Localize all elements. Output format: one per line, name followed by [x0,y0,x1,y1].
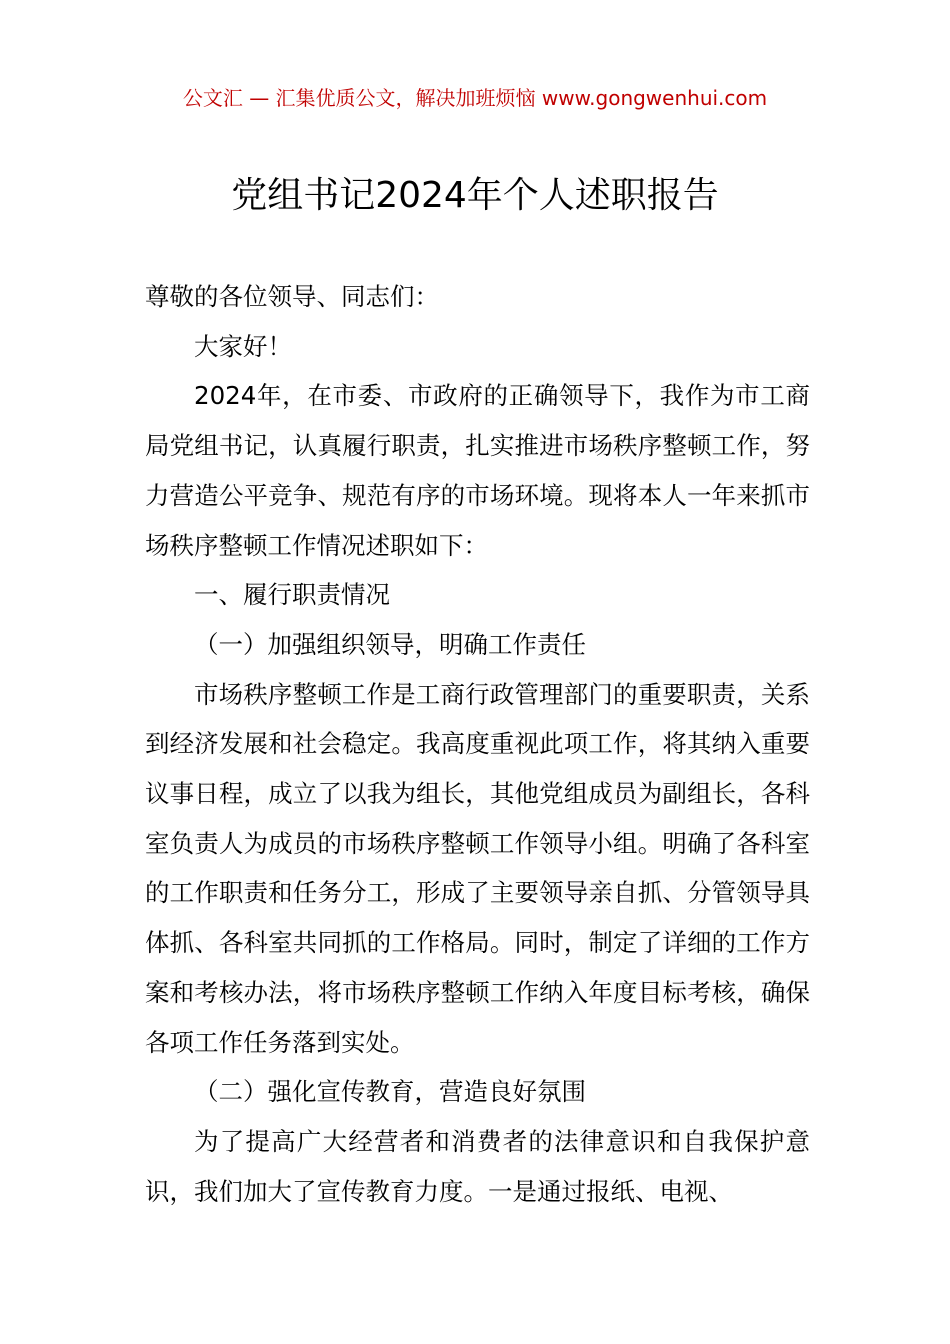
salutation: 尊敬的各位领导、同志们： [145,282,439,311]
subsection-heading: （一）加强组织领导，明确工作责任 [194,629,586,659]
document-body [145,272,810,1216]
header-banner[interactable]: 公文汇 — 汇集优质公文，解决加班烦恼 www.gongwenhui.com [182,86,768,110]
body-paragraph: 为了提高广大经营者和消费者的法律意识和自我保护意识，我们加大了宣传教育力度。一是通过报纸、电视、 [145,1126,810,1206]
greeting: 大家好！ [194,331,292,361]
intro-paragraph: 2024年，在市委、市政府的正确领导下，我作为市工商局党组书记，认真履行职责，扎实推进市场秩序整顿工作，努力营造公平竞争、规范有序的市场环境。现将本人一年来抓市场秩序整顿工作情况述职如下： [145,381,810,560]
subsection-heading: （二）强化宣传教育，营造良好氛围 [194,1077,586,1107]
section-heading: 一、履行职责情况 [194,580,390,610]
body-paragraph: 市场秩序整顿工作是工商行政管理部门的重要职责，关系到经济发展和社会稳定。我高度重视此项工作，将其纳入重要议事日程，成立了以我为组长，其他党组成员为副组长，各科室负责人为成员的市场秩序整顿工作领导小组。明确了各科室的工作职责和任务分工，形成了主要领导亲自抓、分管领导具体抓、各科室共同抓的工作格局。同时，制定了详细的工作方案和考核办法，将市场秩序整顿工作纳入年度目标考核，确保各项工作任务落到实处。 [145,679,810,1057]
document-title: 党组书记2024年个人述职报告 [231,175,719,216]
